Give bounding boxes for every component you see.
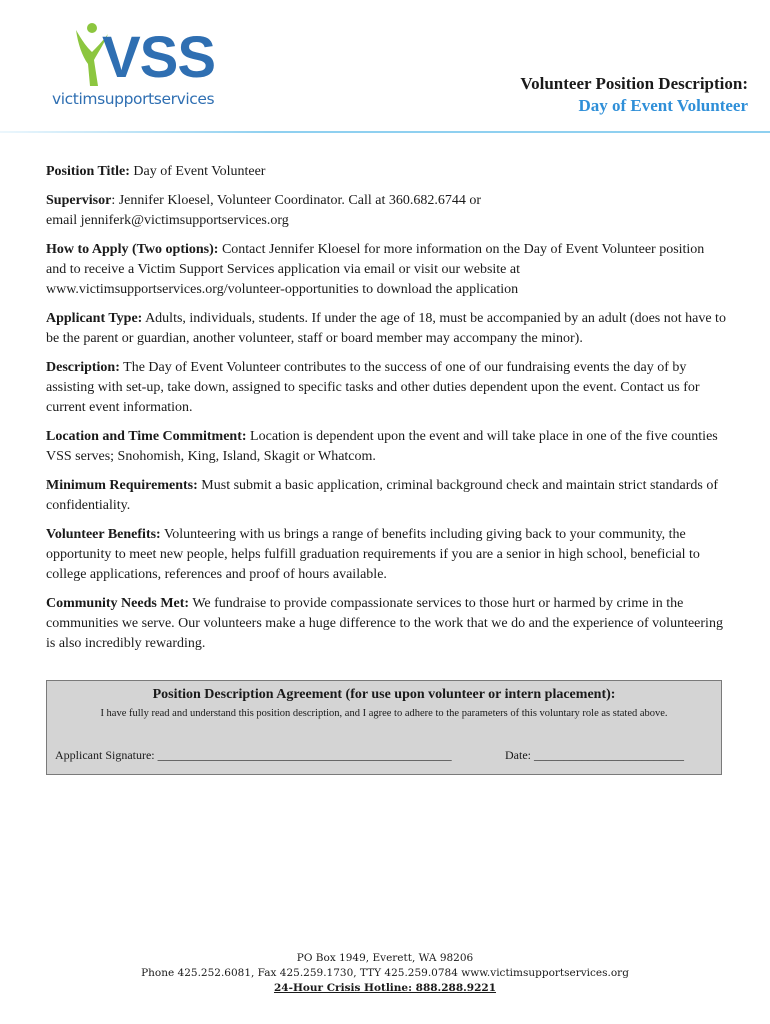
signature-field[interactable]: Applicant Signature: _________________________________________________ (55, 748, 452, 762)
date-field[interactable]: Date: _________________________ (505, 748, 684, 762)
section-label: How to Apply (Two options): (46, 242, 219, 257)
community-needs-section (46, 594, 726, 654)
section-text: We fundraise to provide compassionate services to those hurt or harmed by crime in the communities we serve. Our volunteers make a huge difference to the work that we do and the experience of volunteering is also incredibly rewarding. (46, 596, 723, 651)
agreement-text: I have fully read and understand this position description, and I agree to adhere to the parameters of this voluntary role as stated above. (100, 708, 668, 719)
logo-subtext: victimsupportservices (52, 90, 215, 108)
section-text: Day of Event Volunteer (129, 164, 266, 179)
section-label: Volunteer Benefits: (46, 527, 161, 542)
document-title: Volunteer Position Description: (520, 74, 748, 93)
section-label: Supervisor (46, 193, 112, 208)
position-details (46, 162, 726, 663)
section-text: The Day of Event Volunteer contributes to the success of one of our fundraising events the day of by assisting with set-up, take down, assigned to specific tasks and other duties dependent upon the event. Contact us for current event information. (46, 360, 700, 415)
header-divider (0, 131, 770, 133)
section-label: Community Needs Met: (46, 596, 190, 611)
minimum-requirements-section (46, 476, 726, 516)
section-label: Minimum Requirements: (46, 478, 198, 493)
logo-wordmark: VSS (102, 25, 216, 90)
document-title-block (520, 73, 748, 117)
supervisor-section (46, 191, 726, 231)
applicant-type-section (46, 309, 726, 349)
location-section (46, 427, 726, 467)
footer-contact: Phone 425.252.6081, Fax 425.259.1730, TTY 425.259.0784 www.victimsupportservices.org (141, 967, 629, 979)
agreement-box (46, 680, 722, 775)
section-text: Location is dependent upon the event and will take place in one of the five counties VSS serves; Snohomish, King, Island, Skagit or Whatcom. (46, 429, 718, 464)
section-label: Position Title: (46, 164, 130, 179)
section-text: : Jennifer Kloesel, Volunteer Coordinator. Call at 360.682.6744 or (111, 193, 481, 208)
section-text: Must submit a basic application, criminal background check and maintain strict standards of confidentiality. (46, 478, 718, 513)
section-text: Volunteering with us brings a range of benefits including giving back to your community, the opportunity to meet new people, helps fulfill graduation requirements if you are a senior in high school, beneficial to college applications, references and proof of hours available. (46, 527, 700, 582)
description-section (46, 358, 726, 418)
section-text: Contact Jennifer Kloesel for more information on the Day of Event Volunteer position and to receive a Victim Support Services application via email or visit our website at www.victimsupportservices.org/volunteer-opportunities to download the application (46, 242, 705, 297)
section-text: Adults, individuals, students. If under the age of 18, must be accompanied by an adult (does not have to be the parent or guardian, another volunteer, staff or board member may accompany the minor). (46, 311, 726, 346)
supervisor-email: email jenniferk@victimsupportservices.org (46, 213, 289, 228)
footer-address: PO Box 1949, Everett, WA 98206 (296, 952, 474, 964)
section-label: Applicant Type: (46, 311, 143, 326)
how-to-apply-section (46, 240, 726, 300)
section-label: Description: (46, 360, 120, 375)
footer (0, 951, 770, 996)
document-subtitle: Day of Event Volunteer (578, 96, 748, 115)
vss-logo (52, 22, 232, 117)
agreement-title: Position Description Agreement (for use upon volunteer or intern placement): (152, 687, 616, 702)
crisis-hotline: 24-Hour Crisis Hotline: 888.288.9221 (273, 982, 497, 994)
position-title-section (46, 162, 726, 182)
volunteer-benefits-section (46, 525, 726, 585)
section-label: Location and Time Commitment: (46, 429, 247, 444)
